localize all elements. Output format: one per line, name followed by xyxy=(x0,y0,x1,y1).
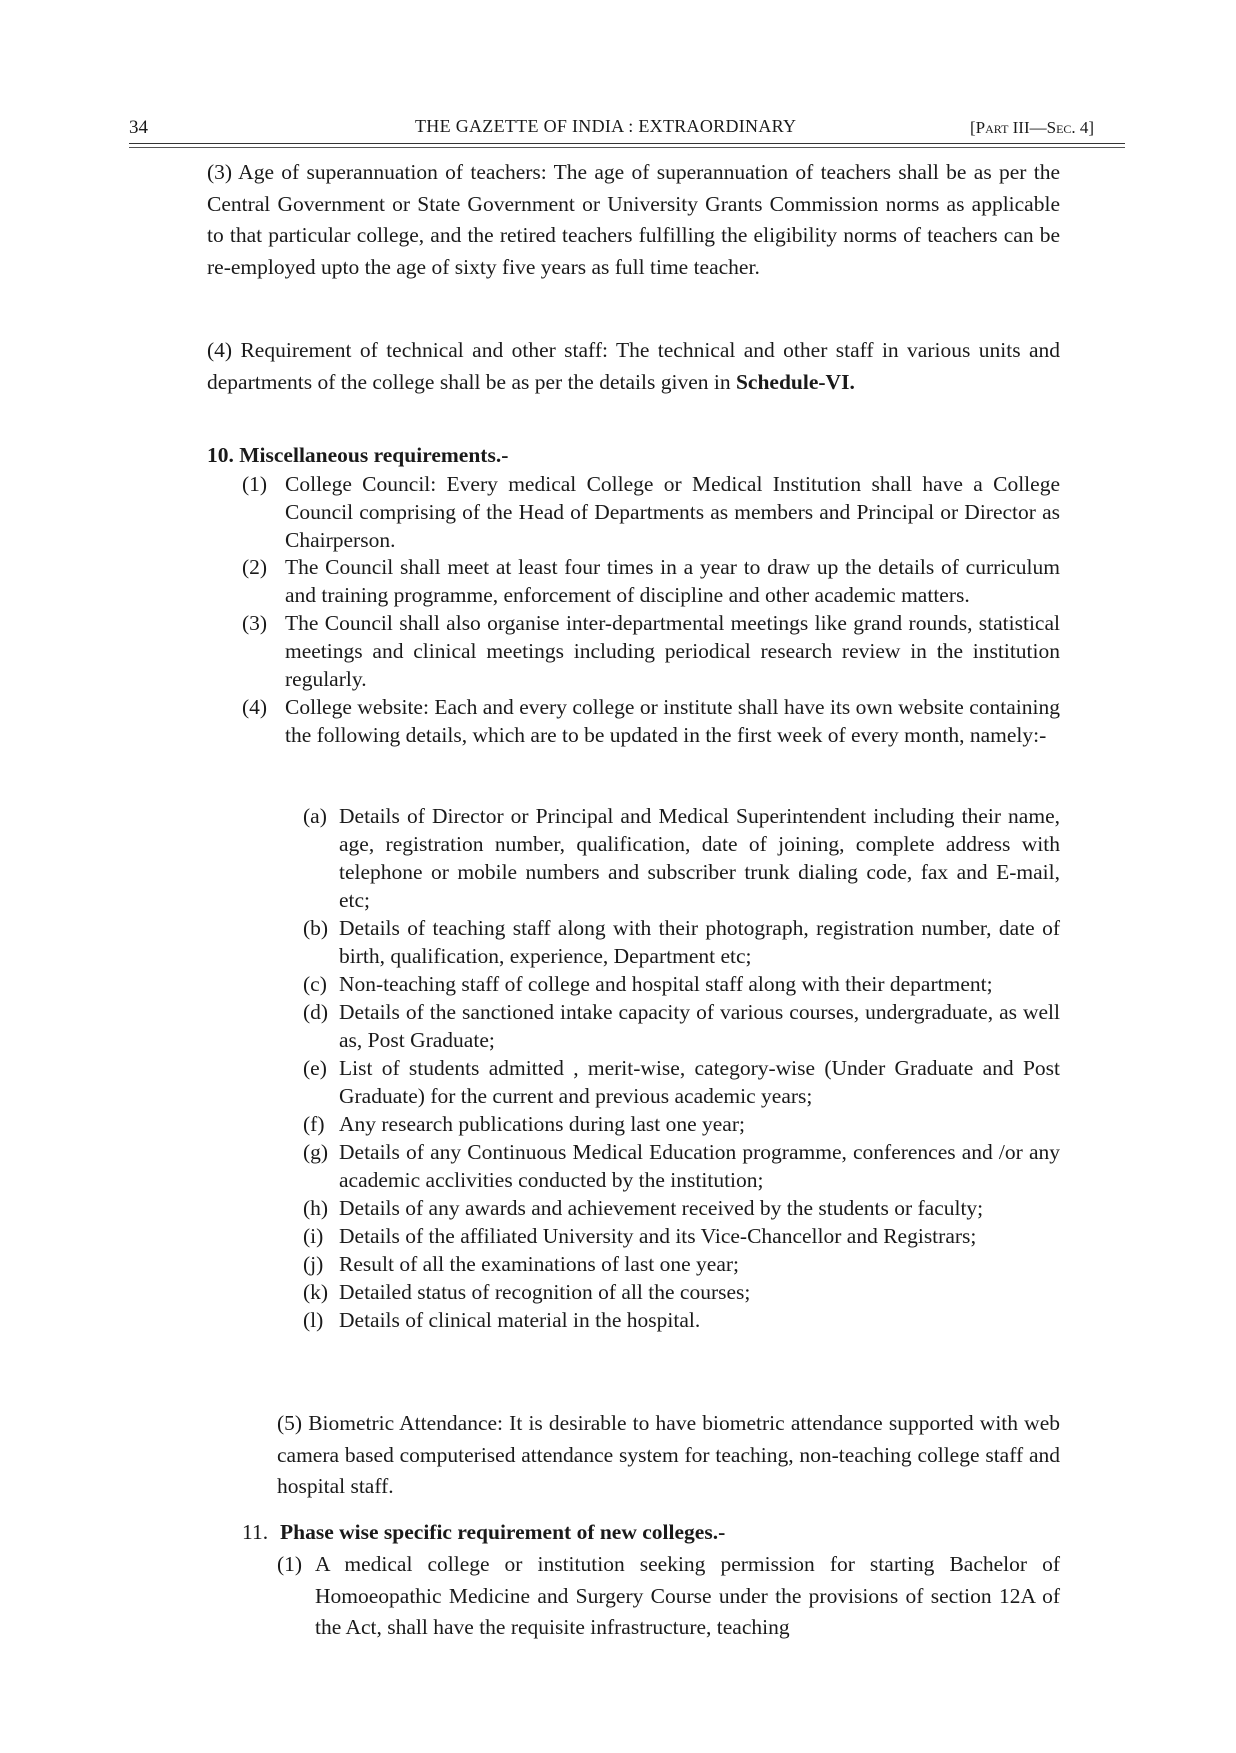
list-item-label: (1) xyxy=(242,472,268,496)
list-item xyxy=(277,1549,1060,1644)
page-number: 34 xyxy=(129,117,148,138)
list-item-label: (d) xyxy=(303,1000,329,1024)
list-item xyxy=(242,609,1060,693)
paragraph-3-text: (3) Age of superannuation of teachers: The age of superannuation of teachers shall be as per the Central Government or State Government or University Grants Commission norms as applicable to that particular college, and the retired teachers fulfilling the eligibility norms of teachers can be re-employed upto the age of sixty five years as full time teacher. xyxy=(207,160,1060,279)
list-item-label: (e) xyxy=(303,1056,327,1080)
website-details-list xyxy=(303,802,1060,1334)
list-item-label: (f) xyxy=(303,1112,325,1136)
list-item-label: (g) xyxy=(303,1140,329,1164)
list-item xyxy=(303,1222,1060,1250)
list-item-label: (c) xyxy=(303,972,327,996)
section-11-number: 11. xyxy=(242,1520,269,1544)
list-item-label: (a) xyxy=(303,804,327,828)
list-item-text: College website: Each and every college or institute shall have its own website containing the following details, which are to be updated in the first week of every month, namely:- xyxy=(285,695,1060,747)
schedule-reference: Schedule-VI. xyxy=(735,369,855,394)
list-item xyxy=(303,802,1060,914)
list-item xyxy=(303,1306,1060,1334)
paragraph-4-body: (4) Requirement of technical and other staff: The technical and other staff in various units and departments of the college shall be as per the details given in xyxy=(207,338,1060,394)
section-11-item-1 xyxy=(277,1549,1060,1644)
list-item xyxy=(303,1194,1060,1222)
biometric-attendance-item xyxy=(277,1408,1060,1503)
section-11-title: Phase wise specific requirement of new colleges.- xyxy=(280,1520,726,1544)
list-item-text: Details of the affiliated University and its Vice-Chancellor and Registrars; xyxy=(339,1224,977,1248)
list-item-text: Details of clinical material in the hospital. xyxy=(339,1308,701,1332)
part-section xyxy=(970,118,1094,138)
list-item-text: Details of any Continuous Medical Education programme, conferences and /or any academic acclivities conducted by the institution; xyxy=(339,1140,1060,1192)
list-item-label: (b) xyxy=(303,916,329,940)
paragraph-3 xyxy=(207,157,1060,283)
paragraph-4 xyxy=(207,335,1060,398)
list-item-text: Detailed status of recognition of all the courses; xyxy=(339,1280,751,1304)
list-item xyxy=(242,470,1060,554)
list-item-text: Non-teaching staff of college and hospital staff along with their department; xyxy=(339,972,993,996)
list-item xyxy=(303,1138,1060,1194)
list-item-text: Details of Director or Principal and Medical Superintendent including their name, age, registration number, qualification, date of joining, complete address with telephone or mobile numbers and subscriber trunk dialing code, fax and E-mail, etc; xyxy=(339,804,1060,912)
section-10-heading: 10. Miscellaneous requirements.- xyxy=(207,443,509,467)
list-item-text: Details of teaching staff along with their photograph, registration number, date of birth, qualification, experience, Department etc; xyxy=(339,916,1060,968)
list-item-label: (2) xyxy=(242,555,268,579)
list-item-text: Details of any awards and achievement received by the students or faculty; xyxy=(339,1196,984,1220)
list-item-text: The Council shall meet at least four times in a year to draw up the details of curriculum and training programme, enforcement of discipline and other academic matters. xyxy=(285,555,1060,607)
list-item xyxy=(303,1054,1060,1110)
header-rule xyxy=(129,143,1125,144)
list-item xyxy=(242,553,1060,609)
list-item xyxy=(303,1278,1060,1306)
list-item xyxy=(303,998,1060,1054)
list-item xyxy=(303,970,1060,998)
list-item-text: Result of all the examinations of last one year; xyxy=(339,1252,740,1276)
list-item-label: (3) xyxy=(242,611,268,635)
list-item xyxy=(303,1110,1060,1138)
list-item-label: (i) xyxy=(303,1224,324,1248)
list-item-label: (h) xyxy=(303,1196,329,1220)
list-item-label: (1) xyxy=(277,1552,303,1576)
list-item-label: (l) xyxy=(303,1308,324,1332)
list-item-text: Details of the sanctioned intake capacity of various courses, undergraduate, as well as, Post Graduate; xyxy=(339,1000,1060,1052)
part-section-text: [Part III—Sec. 4] xyxy=(970,118,1095,137)
list-item-label: (j) xyxy=(303,1252,324,1276)
header-rule-thin xyxy=(129,147,1125,148)
list-item-text: Any research publications during last one year; xyxy=(339,1112,745,1136)
biometric-attendance-text: (5) Biometric Attendance: It is desirable to have biometric attendance supported with web camera based computerised attendance system for teaching, non-teaching college staff and hospital staff. xyxy=(277,1411,1060,1498)
list-item xyxy=(242,693,1060,749)
paragraph-4-text xyxy=(207,335,1060,398)
list-item-text: The Council shall also organise inter-departmental meetings like grand rounds, statistical meetings and clinical meetings including periodical research review in the institution regularly. xyxy=(285,611,1060,691)
list-item-text: College Council: Every medical College or Medical Institution shall have a College Council comprising of the Head of Departments as members and Principal or Director as Chairperson. xyxy=(285,472,1060,552)
section-11-heading xyxy=(242,1517,1060,1549)
list-item-text: A medical college or institution seeking permission for starting Bachelor of Homoeopathic Medicine and Surgery Course under the provisions of section 12A of the Act, shall have the requisite infrastructure, teaching xyxy=(315,1552,1060,1639)
gazette-title: THE GAZETTE OF INDIA : EXTRAORDINARY xyxy=(415,116,797,136)
list-item xyxy=(303,1250,1060,1278)
list-item-label: (k) xyxy=(303,1280,329,1304)
section-10-list xyxy=(242,470,1060,749)
list-item-text: List of students admitted , merit-wise, category-wise (Under Graduate and Post Graduate) for the current and previous academic years; xyxy=(339,1056,1060,1108)
list-item-label: (4) xyxy=(242,695,268,719)
list-item xyxy=(303,914,1060,970)
